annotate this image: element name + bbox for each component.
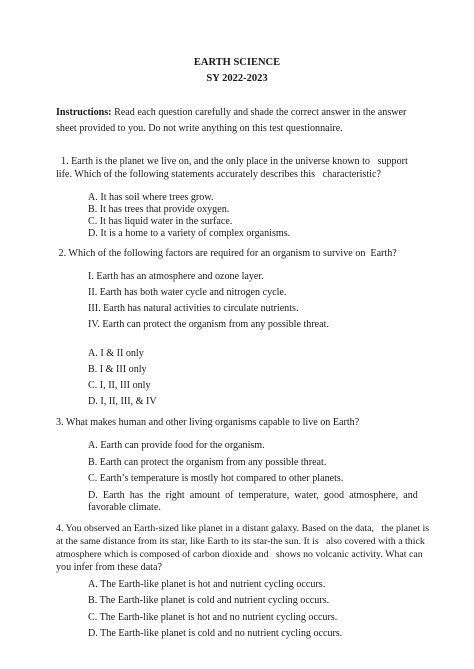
question-3-option-d: D. Earth has the right amount of temperature, water, good atmosphere, and — [88, 490, 418, 501]
question-4-option-b: B. The Earth-like planet is cold and nutrient cycling occurs. — [88, 595, 330, 606]
question-3-option-c: C. Earth’s temperature is mostly hot compared to other planets. — [88, 473, 344, 484]
question-4-stem-line-3: atmosphere which is composed of carbon dioxide and shows no volcanic activity. What can — [56, 549, 423, 560]
instructions — [56, 105, 424, 137]
question-1-stem-line-1: 1. Earth is the planet we live on, and the only place in the universe known to support — [56, 156, 408, 167]
question-4-stem-line-1: 4. You observed an Earth-sized like planet in a distant galaxy. Based on the data, the planet is — [56, 523, 430, 534]
question-2-statement-iv: IV. Earth can protect the organism from any possible threat. — [88, 319, 329, 330]
question-4-stem-line-4: you infer from these data? — [56, 562, 162, 573]
question-3-option-a: A. Earth can provide food for the organism. — [88, 440, 265, 451]
question-1-option-a: A. It has soil where trees grow. — [88, 192, 214, 203]
question-1-stem-line-2: life. Which of the following statements accurately describes this characteristic? — [56, 169, 381, 180]
question-4-option-c: C. The Earth-like planet is hot and no nutrient cycling occurs. — [88, 612, 338, 623]
question-1-option-d: D. It is a home to a variety of complex organisms. — [88, 228, 291, 239]
question-2-option-d: D. I, II, III, & IV — [88, 396, 157, 407]
question-2-stem: 2. Which of the following factors are required for an organism to survive on Earth? — [56, 248, 397, 259]
question-2-statement-i: I. Earth has an atmosphere and ozone layer. — [88, 271, 264, 282]
question-4-option-d: D. The Earth-like planet is cold and no nutrient cycling occurs. — [88, 628, 343, 639]
question-4-option-a: A. The Earth-like planet is hot and nutrient cycling occurs. — [88, 579, 326, 590]
school-year: SY 2022-2023 — [206, 73, 268, 84]
question-3-option-d-continued: favorable climate. — [88, 502, 161, 513]
instructions-label: Instructions: — [56, 107, 112, 118]
question-2-option-c: C. I, II, III only — [88, 380, 151, 391]
question-2-option-a: A. I & II only — [88, 348, 144, 359]
instructions-text: Read each question carefully and shade the correct answer in the answer sheet provided to you. Do not write anything on this test questionnaire. — [56, 107, 407, 134]
question-4-stem-line-2: at the same distance from its star, like Earth to its star-the sun. It is also covered with a thick — [56, 536, 425, 547]
document-title: EARTH SCIENCE — [193, 57, 281, 68]
question-2-statement-ii: II. Earth has both water cycle and nitrogen cycle. — [88, 287, 287, 298]
question-2-statement-iii: III. Earth has natural activities to circulate nutrients. — [88, 303, 299, 314]
question-3-option-b: B. Earth can protect the organism from any possible threat. — [88, 457, 327, 468]
question-1-option-b: B. It has trees that provide oxygen. — [88, 204, 230, 215]
question-1-option-c: C. It has liquid water in the surface. — [88, 216, 233, 227]
question-2-option-b: B. I & III only — [88, 364, 147, 375]
question-3-stem: 3. What makes human and other living organisms capable to live on Earth? — [56, 417, 360, 428]
